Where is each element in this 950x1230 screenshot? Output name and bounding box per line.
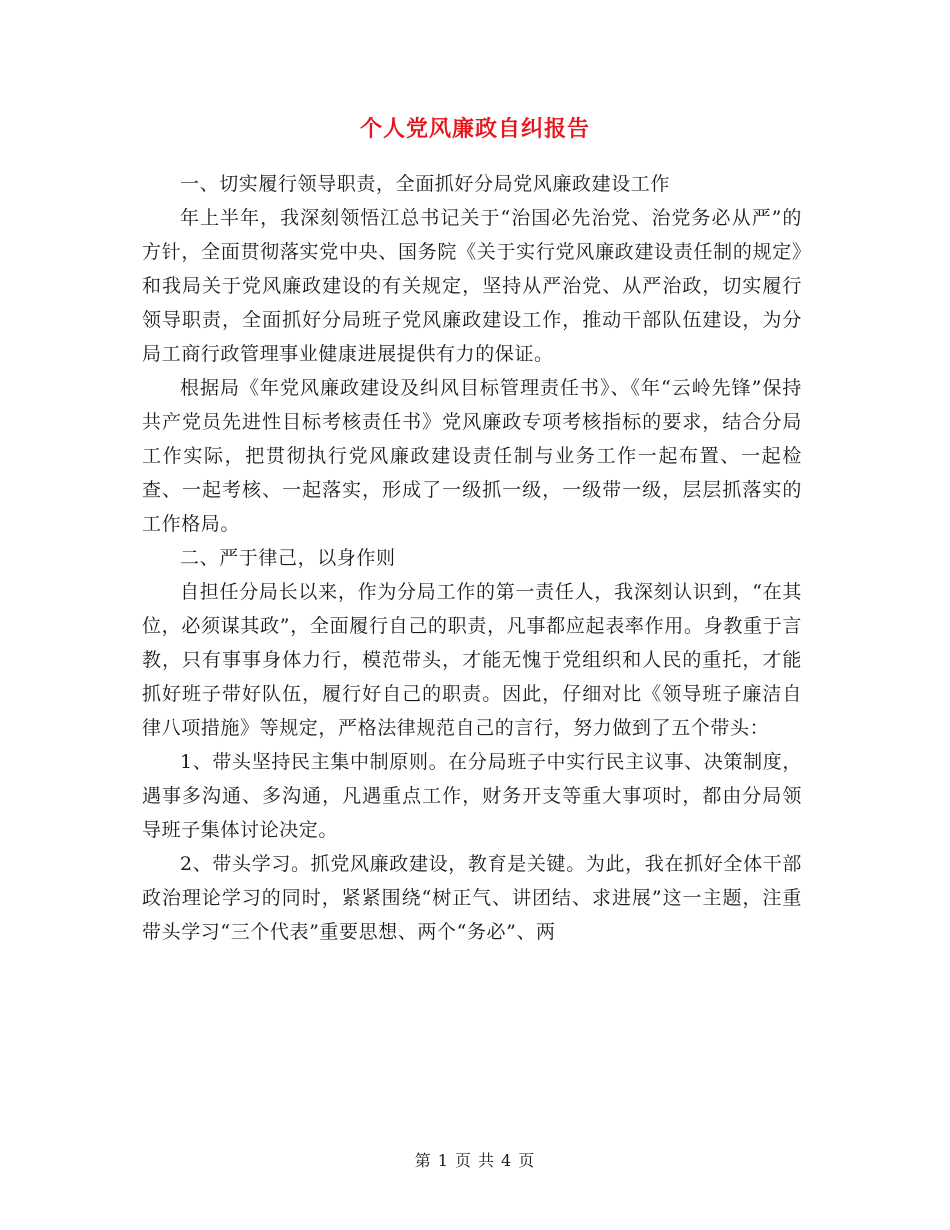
paragraph: 年上半年，我深刻领悟江总书记关于“治国必先治党、治党务必从严”的方针，全面贯彻落实党中央、国务院《关于实行党风廉政建设责任制的规定》和我局关于党风廉政建设的有关规定，坚持从严治党、从严治政，切实履行领导职责，全面抓好分局班子党风廉政建设工作，推动干部队伍建设，为分局工商行政管理事业健康进展提供有力的保证。 [142, 207, 802, 365]
paragraph: 根据局《年党风廉政建设及纠风目标管理责任书》、《年“云岭先锋”保持共产党员先进性目标考核责任书》党风廉政专项考核指标的要求，结合分局工作实际，把贯彻执行党风廉政建设责任制与业务工作一起布置、一起检查、一起考核、一起落实，形成了一级抓一级，一级带一级，层层抓落实的工作格局。 [142, 377, 802, 535]
footer-total-pages: 4 [501, 1151, 513, 1170]
page-footer [0, 1148, 950, 1171]
paragraph: 自担任分局长以来，作为分局工作的第一责任人，我深刻认识到，“在其位，必须谋其政”，全面履行自己的职责，凡事都应起表率作用。身教重于言教，只有事事身体力行，模范带头，才能无愧于党组织和人民的重托，才能抓好班子带好队伍，履行好自己的职责。因此，仔细对比《领导班子廉洁自律八项措施》等规定，严格法律规范自己的言行，努力做到了五个带头： [142, 581, 802, 739]
page-title: 个人党风廉政自纠报告 [359, 116, 590, 142]
footer-total-label: 页 [518, 1151, 536, 1170]
list-item: 1、带头坚持民主集中制原则。在分局班子中实行民主议事、决策制度，遇事多沟通、多沟通，凡遇重点工作，财务开支等重大事项时，都由分局领导班子集体讨论决定。 [142, 751, 802, 841]
footer-total-prefix: 共 [478, 1151, 496, 1170]
footer-prefix: 第 [414, 1151, 432, 1170]
list-item: 2、带头学习。抓党风廉政建设，教育是关键。为此，我在抓好全体干部政治理论学习的同时，紧紧围绕“树正气、讲团结、求进展”这一主题，注重带头学习“三个代表”重要思想、两个“务必”、两 [142, 853, 802, 943]
section-heading-1: 一、切实履行领导职责，全面抓好分局党风廉政建设工作 [180, 173, 671, 195]
document-body [142, 167, 802, 949]
section-heading-2: 二、严于律己，以身作则 [180, 547, 396, 569]
footer-current-page: 1 [437, 1151, 449, 1170]
footer-page-label: 页 [454, 1151, 472, 1170]
